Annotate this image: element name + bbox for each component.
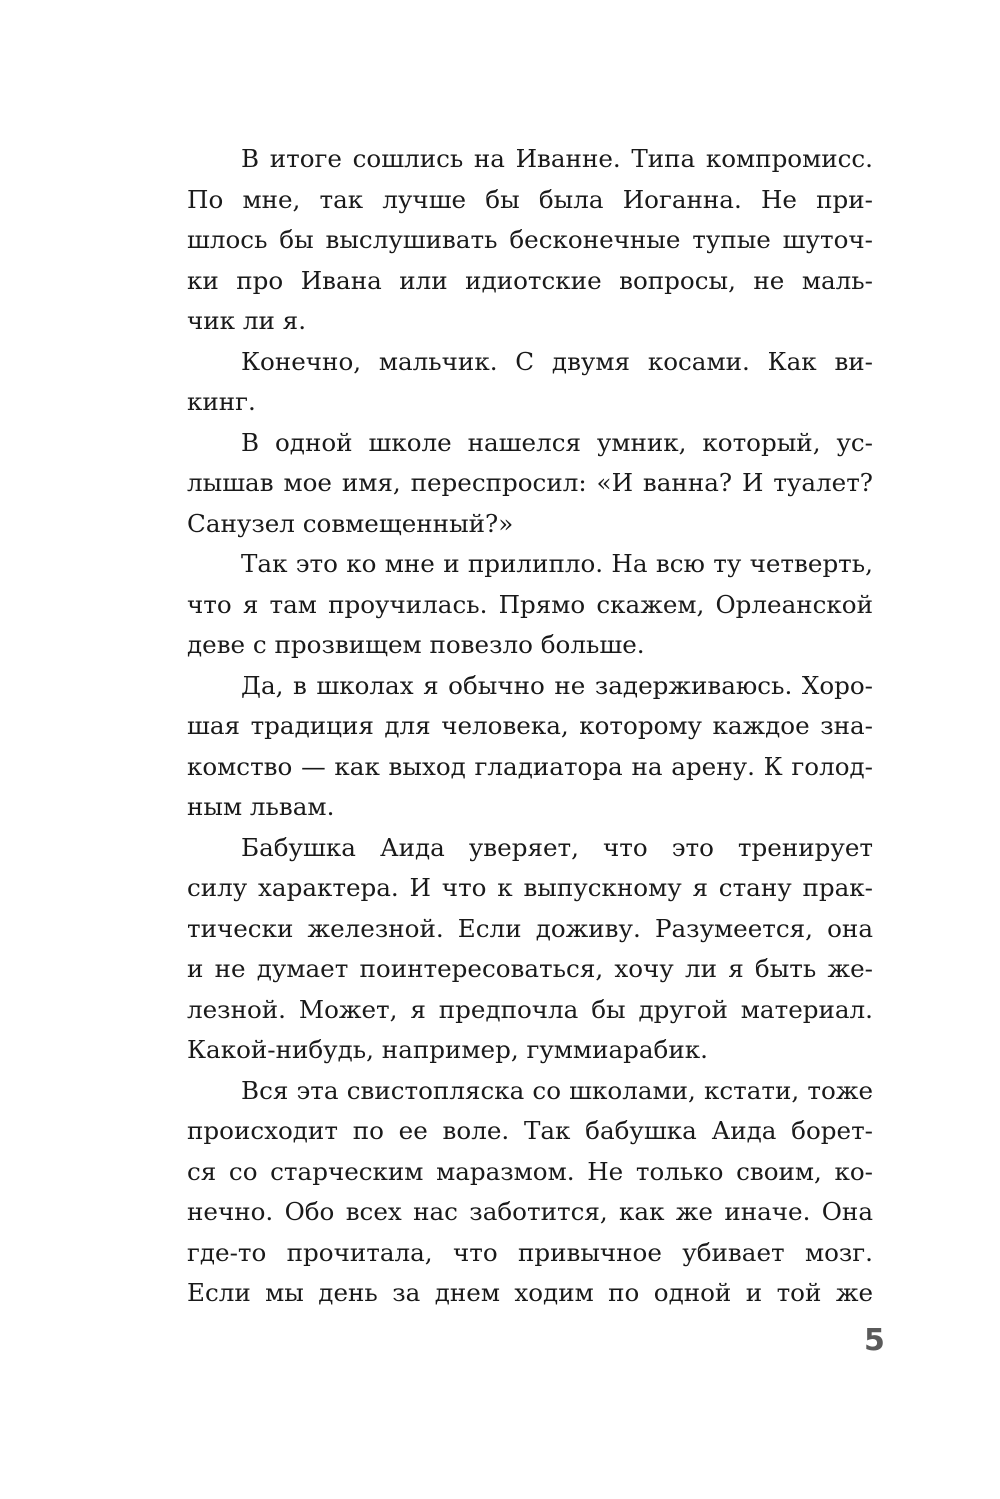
- text-line: лезной. Может, я предпочла бы другой материал.: [187, 994, 873, 1024]
- text-line: Если мы день за днем ходим по одной и той же: [187, 1278, 873, 1307]
- text-line: ся со старческим маразмом. Не только своим, ко-: [187, 1156, 873, 1186]
- text-line: кинг.: [187, 387, 256, 416]
- text-line: Какой-нибудь, например, гуммиарабик.: [187, 1035, 708, 1064]
- text-line: силу характера. И что к выпускному я стану прак-: [187, 873, 873, 902]
- text-line: что я там проучилась. Прямо скажем, Орлеанской: [187, 589, 873, 619]
- text-line: Бабушка Аида уверяет, что это тренирует: [241, 832, 873, 862]
- text-line: В одной школе нашелся умник, который, ус-: [241, 427, 873, 457]
- text-line: ки про Ивана или идиотские вопросы, не маль-: [187, 265, 873, 295]
- text-line: деве с прозвищем повезло больше.: [187, 630, 645, 659]
- text-line: шая традиция для человека, которому каждое зна-: [187, 711, 873, 740]
- text-line: происходит по ее воле. Так бабушка Аида борет-: [187, 1116, 873, 1145]
- text-line: тически железной. Если доживу. Разумеется, она: [187, 913, 873, 943]
- text-line: Конечно, мальчик. С двумя косами. Как ви-: [241, 346, 873, 376]
- text-line: Так это ко мне и прилипло. На всю ту четверть,: [241, 549, 873, 578]
- text-line: комство — как выход гладиатора на арену. К голод-: [187, 751, 873, 781]
- text-line: и не думает поинтересоваться, хочу ли я быть же-: [187, 954, 873, 983]
- text-line: ным львам.: [187, 792, 335, 821]
- text-line: где-то прочитала, что привычное убивает мозг.: [187, 1237, 873, 1267]
- text-line: лышав мое имя, переспросил: «И ванна? И туалет?: [187, 468, 873, 497]
- text-line: нечно. Обо всех нас заботится, как же иначе. Она: [187, 1197, 873, 1226]
- text-line: В итоге сошлись на Иванне. Типа компромисс.: [241, 144, 873, 173]
- text-line: Санузел совмещенный?»: [187, 508, 514, 538]
- text-line: По мне, так лучше бы была Иоганна. Не при-: [187, 184, 873, 214]
- text-line: Вся эта свистопляска со школами, кстати, тоже: [241, 1075, 873, 1105]
- text-line: Да, в школах я обычно не задерживаюсь. Хоро-: [241, 670, 873, 700]
- page-number: 5: [864, 1323, 885, 1358]
- text-line: шлось бы выслушивать бесконечные тупые шуточ-: [187, 225, 873, 254]
- text-line: чик ли я.: [187, 306, 307, 335]
